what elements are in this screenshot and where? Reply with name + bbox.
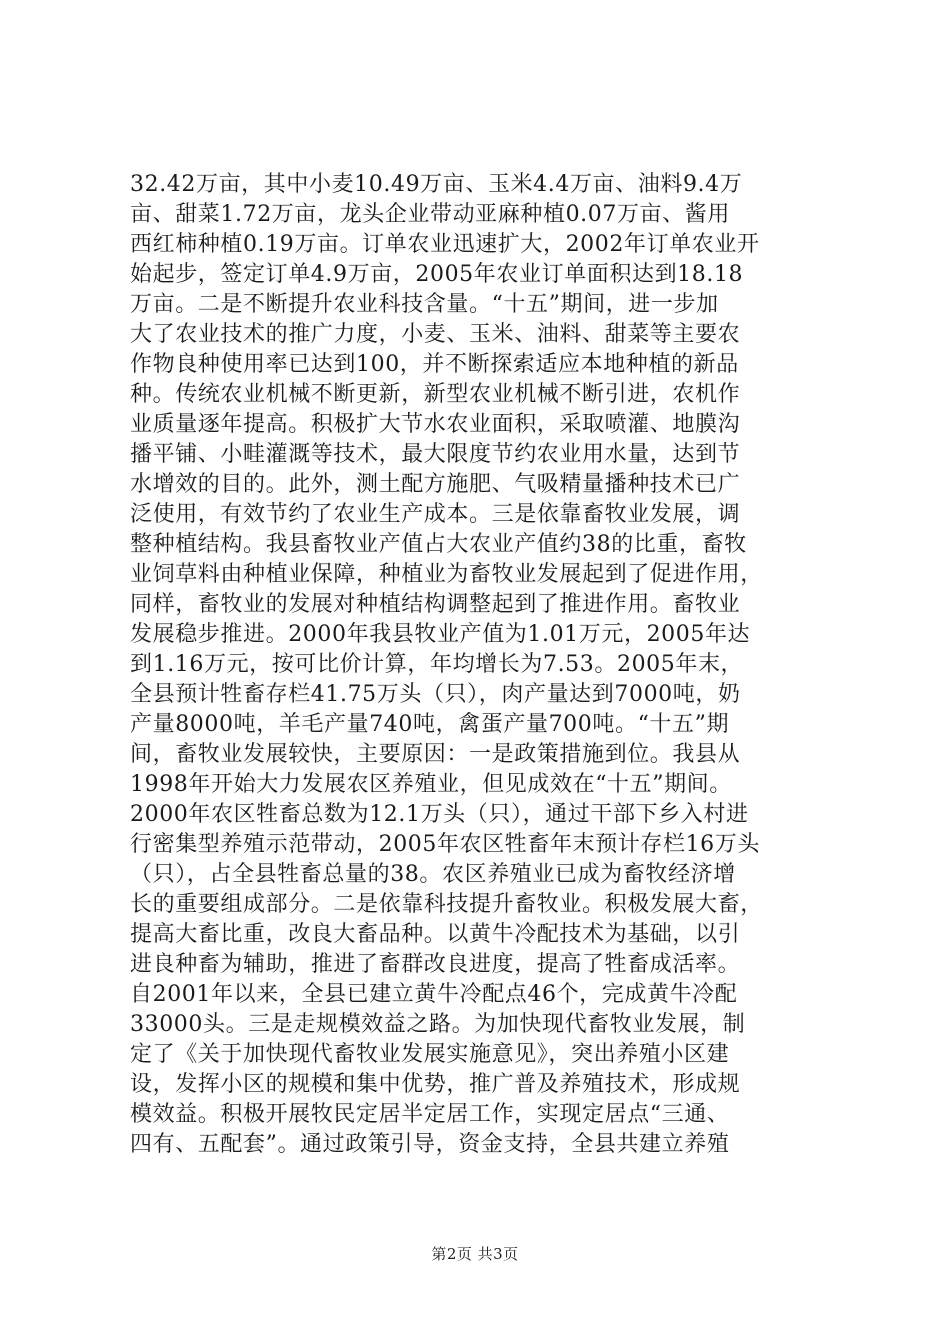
text-line: 整种植结构。我县畜牧业产值占大农业产值约38的比重，畜牧 [130,532,747,557]
text-line: 到1.16万元，按可比价计算，年均增长为7.53。2005年末， [130,652,744,677]
text-line: 泛使用，有效节约了农业生产成本。三是依靠畜牧业发展，调 [130,502,741,527]
text-line: 提高大畜比重，改良大畜品种。以黄牛冷配技术为基础，以引 [130,922,741,947]
page-footer: 第2页 共3页 [431,1245,519,1263]
text-line: 业质量逐年提高。积极扩大节水农业面积，采取喷灌、地膜沟 [130,412,741,437]
text-line: 业饲草料由种植业保障，种植业为畜牧业发展起到了促进作用， [130,562,763,587]
text-line: 发展稳步推进。2000年我县牧业产值为1.01万元，2005年达 [130,622,751,647]
text-line: 自2001年以来，全县已建立黄牛冷配点46个，完成黄牛冷配 [130,982,738,1007]
text-line: 大了农业技术的推广力度，小麦、玉米、油料、甜菜等主要农 [130,322,741,347]
text-line: 作物良种使用率已达到100，并不断探索适应本地种植的新品 [130,352,739,377]
text-line: 始起步，签定订单4.9万亩，2005年农业订单面积达到18.18 [130,262,744,287]
text-line: 33000头。三是走规模效益之路。为加快现代畜牧业发展，制 [130,1012,746,1037]
text-line: 间，畜牧业发展较快，主要原因：一是政策措施到位。我县从 [130,742,741,767]
text-line: 2000年农区牲畜总数为12.1万头（只），通过干部下乡入村进 [130,802,749,827]
text-line: 模效益。积极开展牧民定居半定居工作，实现定居点“三通、 [130,1102,730,1127]
text-line: 四有、五配套”。通过政策引导，资金支持，全县共建立养殖 [130,1132,730,1157]
body-text [130,170,828,1160]
text-line: 全县预计牲畜存栏41.75万头（只），肉产量达到7000吨，奶 [130,682,741,707]
text-line: 西红柿种植0.19万亩。订单农业迅速扩大，2002年订单农业开 [130,232,760,257]
text-line: 长的重要组成部分。二是依靠科技提升畜牧业。积极发展大畜， [130,892,763,917]
text-line: （只），占全县牲畜总量的38。农区养殖业已成为畜牧经济增 [130,862,736,887]
text-line: 进良种畜为辅助，推进了畜群改良进度，提高了牲畜成活率。 [130,952,741,977]
text-line: 32.42万亩，其中小麦10.49万亩、玉米4.4万亩、油料9.4万 [130,172,743,197]
text-line: 播平铺、小畦灌溉等技术，最大限度节约农业用水量，达到节 [130,442,741,467]
text-line: 亩、甜菜1.72万亩，龙头企业带动亚麻种植0.07万亩、酱用 [130,202,730,227]
text-line: 种。传统农业机械不断更新，新型农业机械不断引进，农机作 [130,382,741,407]
text-line: 设，发挥小区的规模和集中优势，推广普及养殖技术，形成规 [130,1072,741,1097]
text-line: 水增效的目的。此外，测土配方施肥、气吸精量播种技术已广 [130,472,741,497]
text-line: 万亩。二是不断提升农业科技含量。“十五”期间，进一步加 [130,292,719,317]
text-line: 1998年开始大力发展农区养殖业，但见成效在“十五”期间。 [130,772,732,797]
text-line: 定了《关于加快现代畜牧业发展实施意见》，突出养殖小区建 [130,1042,730,1067]
text-line: 产量8000吨，羊毛产量740吨，禽蛋产量700吨。“十五”期 [130,712,730,737]
text-line: 同样，畜牧业的发展对种植结构调整起到了推进作用。畜牧业 [130,592,741,617]
text-line: 行密集型养殖示范带动，2005年农区牲畜年末预计存栏16万头 [130,832,760,857]
